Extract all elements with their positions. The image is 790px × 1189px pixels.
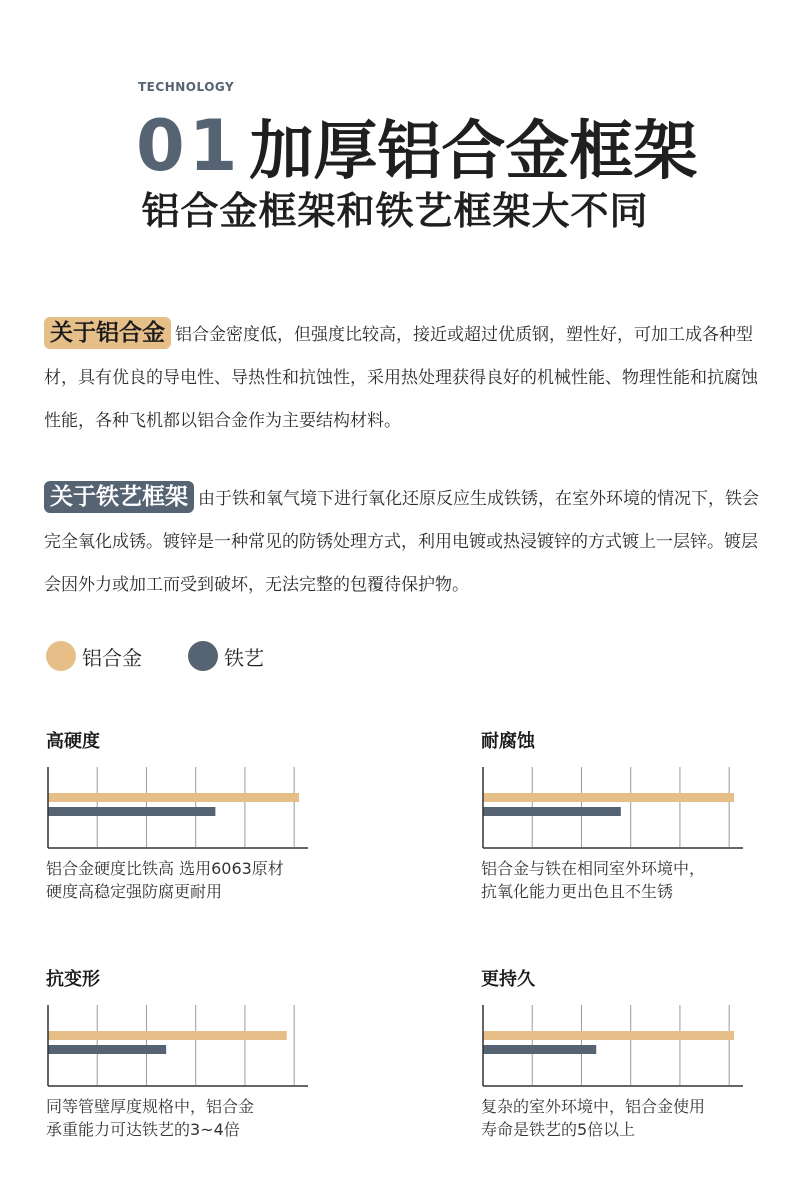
chart-panel (481, 727, 743, 903)
legend-label-aluminum: 铝合金 (82, 645, 142, 670)
chart-legend (46, 640, 310, 672)
legend-item-iron (188, 641, 264, 671)
bar-chart (46, 1005, 308, 1087)
legend-item-aluminum (46, 641, 142, 671)
bar-iron (48, 807, 215, 816)
bar-chart (46, 767, 308, 849)
chart-title: 高硬度 (46, 731, 100, 752)
bar-chart (481, 1005, 743, 1087)
bar-aluminum (483, 793, 734, 802)
iron-tag: 关于铁艺框架 (44, 481, 194, 513)
chart-caption (481, 857, 743, 903)
bar-aluminum (48, 1031, 287, 1040)
bar-aluminum (48, 793, 299, 802)
legend-label-iron: 铁艺 (224, 645, 264, 670)
caption-line: 抗氧化能力更出色且不生锈 (481, 882, 674, 901)
aluminum-swatch-icon (46, 641, 76, 671)
chart-panel (481, 965, 743, 1141)
aluminum-tag: 关于铝合金 (44, 317, 171, 349)
caption-line: 承重能力可达铁艺的3~4倍 (46, 1120, 240, 1139)
caption-line: 铝合金与铁在相同室外环境中， (481, 859, 706, 878)
caption-line: 复杂的室外环境中，铝合金使用 (481, 1097, 706, 1116)
chart-caption (46, 1095, 308, 1141)
page-subtitle: 铝合金框架和铁艺框架大不同 (141, 189, 649, 233)
caption-line: 同等管壁厚度规格中，铝合金 (46, 1097, 255, 1116)
caption-line: 寿命是铁艺的5倍以上 (481, 1120, 636, 1139)
chart-caption (481, 1095, 743, 1141)
aluminum-text: 铝合金密度低，但强度比较高，接近或超过优质钢，塑性好，可加工成各种型材，具有优良的导电性、导热性和抗蚀性，采用热处理获得良好的机械性能、物理性能和抗腐蚀性能，各种飞机都以铝合金作为主要结构材料。 (44, 325, 758, 431)
section-number: 01 (136, 105, 242, 187)
iron-swatch-icon (188, 641, 218, 671)
bar-chart (481, 767, 743, 849)
bar-iron (48, 1045, 166, 1054)
caption-line: 铝合金硬度比铁高 选用6063原材 (46, 859, 284, 878)
page-title (136, 100, 698, 189)
iron-paragraph (44, 478, 769, 607)
chart-panel (46, 965, 308, 1141)
chart-title: 更持久 (481, 969, 535, 990)
technology-label: TECHNOLOGY (138, 80, 235, 94)
chart-panel (46, 727, 308, 903)
chart-title: 抗变形 (46, 969, 100, 990)
iron-text: 由于铁和氧气境下进行氧化还原反应生成铁锈，在室外环境的情况下，铁会完全氧化成锈。镀锌是一种常见的防锈处理方式，利用电镀或热浸镀锌的方式镀上一层锌。镀层会因外力或加工而受到破坏，无法完整的包覆待保护物。 (44, 489, 759, 595)
caption-line: 硬度高稳定强防腐更耐用 (46, 882, 223, 901)
title-text: 加厚铝合金框架 (249, 115, 698, 189)
aluminum-paragraph (44, 314, 769, 443)
chart-title: 耐腐蚀 (481, 731, 535, 752)
bar-iron (483, 807, 621, 816)
chart-caption (46, 857, 308, 903)
bar-aluminum (483, 1031, 734, 1040)
bar-iron (483, 1045, 596, 1054)
